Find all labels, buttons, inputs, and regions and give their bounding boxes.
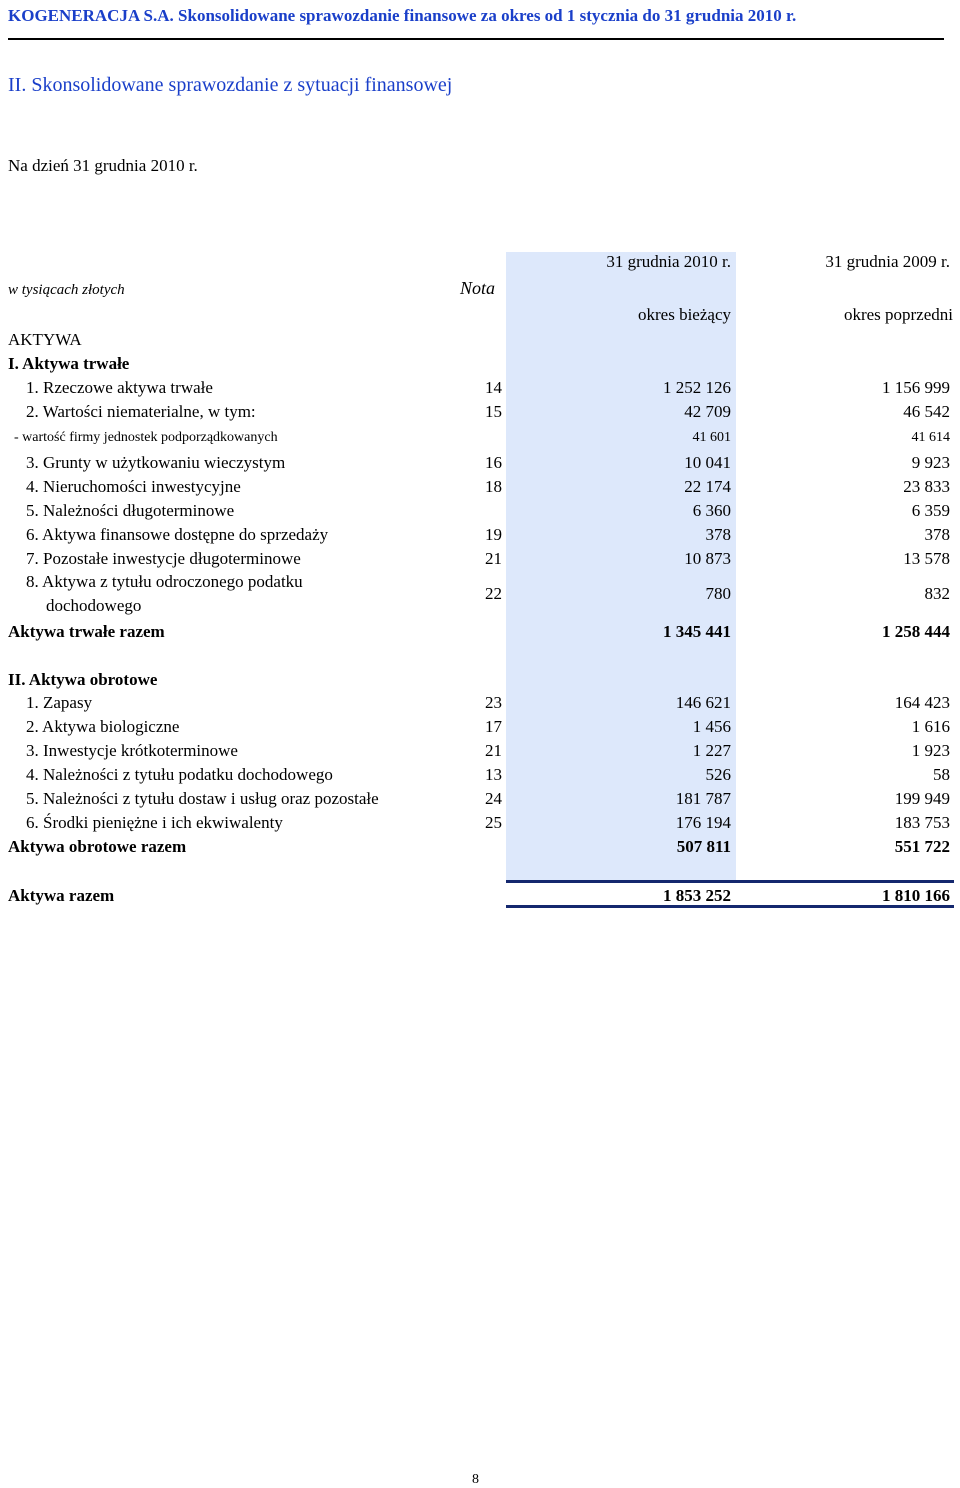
header-current-period: okres bieżący xyxy=(638,305,731,324)
row-nota: 21 xyxy=(485,741,502,760)
row-nota: 23 xyxy=(485,693,502,712)
row-previous: 1 156 999 xyxy=(882,378,950,397)
row-previous: 6 359 xyxy=(911,501,950,520)
row-previous: 1 258 444 xyxy=(882,622,950,641)
row-current: 507 811 xyxy=(676,837,731,856)
row-label: 5. Należności z tytułu dostaw i usług oraz pozostałe xyxy=(26,789,379,808)
row-label-line2: dochodowego xyxy=(46,596,142,615)
table-row xyxy=(0,400,960,424)
document-header xyxy=(8,4,944,40)
row-label xyxy=(26,570,303,618)
table-row xyxy=(0,739,960,763)
row-current: 10 873 xyxy=(684,549,731,568)
row-nota: 24 xyxy=(485,789,502,808)
header-previous-period: okres poprzedni xyxy=(843,305,953,324)
row-nota: 21 xyxy=(485,549,502,568)
table-row xyxy=(0,763,960,787)
row-nota: 22 xyxy=(485,584,502,603)
row-previous: 9 923 xyxy=(911,453,950,472)
row-label: 4. Należności z tytułu podatku dochodowego xyxy=(26,765,333,784)
row-nota: 16 xyxy=(485,453,502,472)
section-title: II. Skonsolidowane sprawozdanie z sytuacji finansowej xyxy=(8,74,453,96)
row-label: Aktywa trwałe razem xyxy=(8,622,165,641)
row-label: 7. Pozostałe inwestycje długoterminowe xyxy=(26,549,301,568)
row-label: 1. Zapasy xyxy=(26,693,93,712)
row-previous: 551 722 xyxy=(894,837,950,856)
row-nota: 19 xyxy=(485,525,502,544)
row-nota: 25 xyxy=(485,813,502,832)
table-row xyxy=(0,691,960,715)
row-current: 10 041 xyxy=(684,453,731,472)
row-label: 3. Grunty w użytkowaniu wieczystym xyxy=(26,453,286,472)
row-nota: 13 xyxy=(485,765,502,784)
row-previous: 46 542 xyxy=(903,402,950,421)
row-label: 2. Aktywa biologiczne xyxy=(26,717,180,736)
row-current: 1 853 252 xyxy=(663,886,731,905)
header-company: KOGENERACJA S.A. xyxy=(8,6,174,25)
row-nota: 15 xyxy=(485,402,502,421)
header-previous-date: 31 grudnia 2009 r. xyxy=(825,252,950,271)
row-current: 41 601 xyxy=(692,430,731,445)
header-current-date: 31 grudnia 2010 r. xyxy=(606,252,731,271)
row-previous: 41 614 xyxy=(911,430,950,445)
total-rule-top xyxy=(506,880,954,883)
row-label: AKTYWA xyxy=(8,330,82,349)
row-label: 6. Środki pieniężne i ich ekwiwalenty xyxy=(26,813,283,832)
header-nota: Nota xyxy=(460,278,496,298)
row-previous: 13 578 xyxy=(903,549,950,568)
row-label: 5. Należności długoterminowe xyxy=(26,501,235,520)
row-nota: 18 xyxy=(485,477,502,496)
table-row xyxy=(0,570,960,618)
date-line: Na dzień 31 grudnia 2010 r. xyxy=(8,156,198,175)
row-aktywa-trwale-total xyxy=(0,620,960,644)
row-aktywa-obrotowe-total xyxy=(0,835,960,859)
row-label: I. Aktywa trwałe xyxy=(8,354,130,373)
row-current: 1 345 441 xyxy=(663,622,731,641)
row-current: 42 709 xyxy=(684,402,731,421)
row-label: 6. Aktywa finansowe dostępne do sprzedaży xyxy=(26,525,329,544)
table-row xyxy=(0,787,960,811)
row-current: 176 194 xyxy=(675,813,731,832)
row-label: 4. Nieruchomości inwestycyjne xyxy=(26,477,241,496)
row-current: 1 227 xyxy=(692,741,731,760)
table-row xyxy=(0,451,960,475)
row-previous: 23 833 xyxy=(903,477,950,496)
row-previous: 183 753 xyxy=(894,813,950,832)
row-aktywa xyxy=(0,328,960,352)
table-row xyxy=(0,547,960,571)
row-label: Aktywa obrotowe razem xyxy=(8,837,187,856)
row-previous: 1 810 166 xyxy=(882,886,950,905)
row-current: 181 787 xyxy=(675,789,731,808)
row-current: 6 360 xyxy=(692,501,731,520)
row-previous: 58 xyxy=(933,765,950,784)
table-row xyxy=(0,715,960,739)
row-current: 526 xyxy=(705,765,731,784)
row-label: 1. Rzeczowe aktywa trwałe xyxy=(26,378,213,397)
table-row xyxy=(0,811,960,835)
row-aktywa-obrotowe-heading xyxy=(0,668,960,692)
row-previous: 832 xyxy=(924,584,950,603)
row-label-line1: 8. Aktywa z tytułu odroczonego podatku xyxy=(26,572,303,591)
row-label: Aktywa razem xyxy=(8,886,115,905)
table-row xyxy=(0,376,960,400)
row-nota: 17 xyxy=(485,717,502,736)
row-current: 146 621 xyxy=(675,693,731,712)
page-number: 8 xyxy=(472,1472,479,1487)
row-previous: 199 949 xyxy=(894,789,950,808)
row-previous: 378 xyxy=(924,525,950,544)
table-row xyxy=(0,475,960,499)
header-unit: w tysiącach złotych xyxy=(8,282,125,298)
row-previous: 164 423 xyxy=(894,693,950,712)
row-current: 780 xyxy=(705,584,731,603)
row-nota: 14 xyxy=(485,378,502,397)
row-current: 378 xyxy=(705,525,731,544)
row-current: 1 456 xyxy=(692,717,731,736)
table-row xyxy=(0,523,960,547)
header-text xyxy=(8,6,796,26)
row-current: 22 174 xyxy=(684,477,731,496)
row-label: II. Aktywa obrotowe xyxy=(8,670,158,689)
table-row xyxy=(0,499,960,523)
table-row xyxy=(0,426,960,450)
row-label: - wartość firmy jednostek podporządkowanych xyxy=(14,430,278,445)
row-current: 1 252 126 xyxy=(663,378,731,397)
row-previous: 1 923 xyxy=(911,741,950,760)
row-aktywa-trwale-heading xyxy=(0,352,960,376)
row-previous: 1 616 xyxy=(911,717,950,736)
header-title: Skonsolidowane sprawozdanie finansowe za okres od 1 stycznia do 31 grudnia 2010 r. xyxy=(178,6,797,25)
total-rule-bottom xyxy=(506,905,954,908)
row-label: 2. Wartości niematerialne, w tym: xyxy=(26,402,256,421)
row-label: 3. Inwestycje krótkoterminowe xyxy=(26,741,238,760)
